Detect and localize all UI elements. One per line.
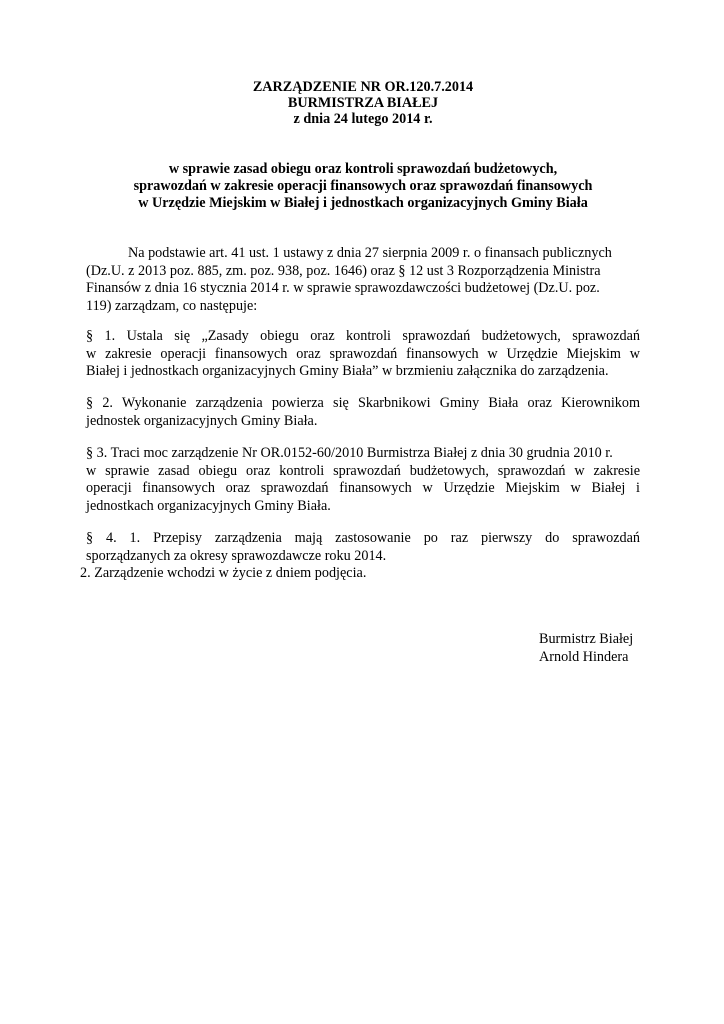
intro-line-4: 119) zarządzam, co następuje: <box>86 297 258 314</box>
section-1-line-1: § 1. Ustala się „Zasady obiegu oraz kontroli sprawozdań budżetowych, sprawozdań <box>86 328 640 344</box>
section-3-line-1: § 3. Traci moc zarządzenie Nr OR.0152-60/2010 Burmistrza Białej z dnia 30 grudnia 2010 r. <box>86 445 613 461</box>
document-subject <box>86 161 640 212</box>
section-4-point-2: 2. Zarządzenie wchodzi w życie z dniem podjęcia. <box>80 565 367 581</box>
legal-basis-paragraph <box>86 245 640 315</box>
section-1-line-2: w zakresie operacji finansowych oraz sprawozdań finansowych w Urzędzie Miejskim w <box>86 345 640 362</box>
document-page <box>80 0 640 1024</box>
signature-block <box>539 630 633 666</box>
section-2-line-2: jednostek organizacyjnych Gminy Biała. <box>86 412 318 429</box>
intro-line-2: (Dz.U. z 2013 poz. 885, zm. poz. 938, poz. 1646) oraz § 12 ust 3 Rozporządzenia Ministra <box>86 262 601 279</box>
section-4-line-1: § 4. 1. Przepisy zarządzenia mają zastosowanie po raz pierwszy do sprawozdań <box>86 530 640 546</box>
section-3-line-4: jednostkach organizacyjnych Gminy Biała. <box>86 497 331 514</box>
signature-name: Arnold Hindera <box>539 649 629 665</box>
section-1-line-3: Białej i jednostkach organizacyjnych Gminy Biała” w brzmieniu załącznika do zarządzenia. <box>86 363 609 379</box>
subject-line-3: w Urzędzie Miejskim w Białej i jednostkach organizacyjnych Gminy Biała <box>138 195 588 211</box>
subject-line-1: w sprawie zasad obiegu oraz kontroli sprawozdań budżetowych, <box>168 161 558 177</box>
section-2-line-1: § 2. Wykonanie zarządzenia powierza się Skarbnikowi Gminy Biała oraz Kierownikom <box>86 395 640 411</box>
section-3 <box>86 445 640 515</box>
intro-line-1: Na podstawie art. 41 ust. 1 ustawy z dnia 27 sierpnia 2009 r. o finansach publicznych <box>128 245 612 261</box>
section-3-line-2: w sprawie zasad obiegu oraz kontroli sprawozdań budżetowych, sprawozdań w zakresie <box>86 462 640 479</box>
header-authority: BURMISTRZA BIAŁEJ <box>287 95 439 111</box>
section-1 <box>86 328 640 381</box>
signature-title: Burmistrz Białej <box>539 631 634 647</box>
header-date: z dnia 24 lutego 2014 r. <box>293 111 433 127</box>
section-4-line-2: sporządzanych za okresy sprawozdawcze roku 2014. <box>86 547 387 564</box>
document-header <box>86 79 640 127</box>
section-3-line-3: operacji finansowych oraz sprawozdań finansowych w Urzędzie Miejskim w Białej i <box>86 480 640 496</box>
section-2 <box>86 395 640 430</box>
header-title: ZARZĄDZENIE NR OR.120.7.2014 <box>252 79 474 95</box>
intro-line-3: Finansów z dnia 16 stycznia 2014 r. w sprawie sprawozdawczości budżetowej (Dz.U. poz. <box>86 280 600 296</box>
section-4 <box>86 530 640 565</box>
subject-line-2: sprawozdań w zakresie operacji finansowych oraz sprawozdań finansowych <box>133 178 593 194</box>
